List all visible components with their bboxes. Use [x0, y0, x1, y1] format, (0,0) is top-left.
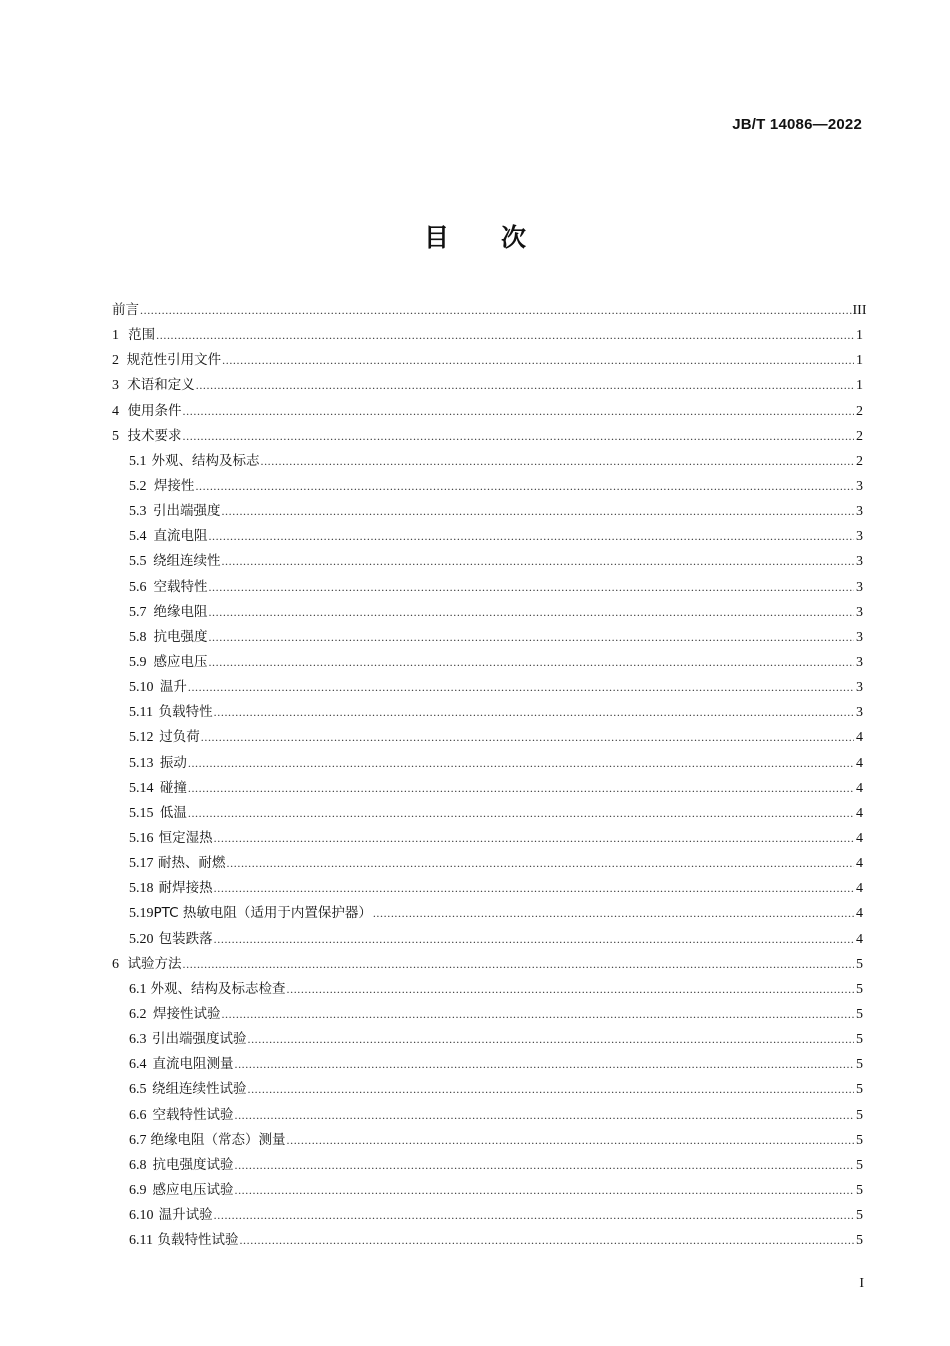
- toc-list: [112, 298, 867, 1253]
- toc-entry-page: III: [852, 303, 867, 318]
- toc-dot-leader: [234, 1052, 854, 1077]
- toc-entry[interactable]: [112, 549, 863, 574]
- toc-entry-label: 引出端强度: [152, 503, 221, 520]
- toc-entry-number: 5.6: [129, 579, 147, 595]
- toc-entry-number: 5.12: [129, 730, 154, 746]
- toc-dot-leader: [140, 298, 852, 323]
- toc-entry-page: 2: [856, 403, 863, 419]
- toc-dot-leader: [183, 424, 854, 449]
- toc-dot-leader: [208, 625, 854, 650]
- toc-entry[interactable]: [112, 373, 863, 398]
- toc-entry-page: 5: [856, 1157, 863, 1173]
- toc-dot-leader: [183, 399, 854, 424]
- toc-dot-leader: [214, 1203, 854, 1228]
- toc-dot-leader: [208, 600, 854, 625]
- toc-entry-page: 5: [856, 1182, 863, 1198]
- toc-entry-label: 空载特性试验: [152, 1106, 234, 1123]
- toc-entry-number: 6.4: [129, 1057, 147, 1073]
- toc-dot-leader: [208, 650, 854, 675]
- toc-entry-number: 5.16: [129, 830, 154, 846]
- toc-entry[interactable]: [112, 298, 867, 323]
- toc-dot-leader: [373, 901, 854, 926]
- toc-entry-label: 低温: [159, 804, 187, 821]
- toc-entry-label: 负载特性: [158, 704, 213, 721]
- toc-entry[interactable]: [112, 675, 863, 700]
- toc-entry-label: 引出端强度试验: [151, 1031, 247, 1048]
- toc-entry[interactable]: [112, 901, 863, 926]
- toc-entry[interactable]: [112, 600, 863, 625]
- toc-entry[interactable]: [112, 575, 863, 600]
- toc-entry[interactable]: [112, 751, 863, 776]
- toc-entry-label: 范围: [128, 327, 156, 344]
- toc-entry-page: 3: [856, 629, 863, 645]
- toc-entry-page: 5: [856, 1107, 863, 1123]
- toc-entry-label: 绝缘电阻（常态）测量: [150, 1131, 286, 1148]
- toc-entry-number: 6.2: [129, 1006, 147, 1022]
- toc-entry[interactable]: [112, 927, 863, 952]
- toc-dot-leader: [287, 977, 855, 1002]
- toc-entry-number: 5.7: [129, 604, 147, 620]
- toc-entry-number: 6.9: [129, 1182, 147, 1198]
- toc-entry-number: 6.1: [129, 981, 147, 997]
- toc-entry-page: 4: [856, 805, 863, 821]
- toc-entry-number: 3: [112, 378, 119, 394]
- toc-entry-label: 术语和定义: [127, 377, 195, 394]
- toc-entry-page: 3: [856, 680, 863, 696]
- toc-entry-number: 2: [112, 353, 119, 369]
- toc-dot-leader: [227, 851, 854, 876]
- toc-entry-label: 包装跌落: [158, 930, 213, 947]
- toc-entry-label: 试验方法: [127, 955, 182, 972]
- toc-entry-label: 温升: [159, 679, 187, 696]
- toc-entry-label: 直流电阻: [153, 528, 208, 545]
- toc-entry-number: 1: [112, 328, 119, 344]
- toc-dot-leader: [247, 1027, 854, 1052]
- toc-entry[interactable]: [112, 1103, 863, 1128]
- toc-dot-leader: [208, 575, 854, 600]
- toc-entry-number: 5.10: [129, 680, 154, 696]
- toc-entry-page: 4: [856, 881, 863, 897]
- toc-entry-label: 抗电强度试验: [152, 1156, 234, 1173]
- toc-entry-number: 6.7: [129, 1132, 147, 1148]
- toc-dot-leader: [188, 675, 854, 700]
- toc-dot-leader: [188, 776, 854, 801]
- toc-dot-leader: [214, 876, 854, 901]
- toc-entry-number: 5.14: [129, 780, 154, 796]
- toc-entry-label: 耐热、耐燃: [158, 855, 226, 872]
- toc-dot-leader: [214, 927, 854, 952]
- toc-entry-number: 5.18: [129, 881, 154, 897]
- toc-entry-number: 4: [112, 403, 119, 419]
- toc-entry[interactable]: [112, 625, 863, 650]
- toc-entry[interactable]: [112, 499, 863, 524]
- toc-entry-page: 4: [856, 730, 863, 746]
- toc-entry-page: 5: [856, 981, 863, 997]
- toc-entry-number: 5.4: [129, 529, 147, 545]
- toc-entry-number: 6.11: [129, 1233, 153, 1249]
- toc-dot-leader: [183, 952, 854, 977]
- toc-dot-leader: [221, 499, 854, 524]
- toc-entry[interactable]: [112, 1002, 863, 1027]
- toc-dot-leader: [208, 524, 854, 549]
- toc-entry-number: 5.9: [129, 654, 147, 670]
- toc-entry[interactable]: [112, 323, 863, 348]
- toc-entry[interactable]: [112, 1027, 863, 1052]
- toc-entry[interactable]: [112, 399, 863, 424]
- toc-entry[interactable]: [112, 1178, 863, 1203]
- toc-entry-page: 2: [856, 453, 863, 469]
- toc-title-part2: 次: [501, 223, 527, 252]
- toc-entry-page: 4: [856, 755, 863, 771]
- toc-entry-page: 5: [856, 1132, 863, 1148]
- toc-dot-leader: [247, 1077, 854, 1102]
- toc-entry-page: 4: [856, 780, 863, 796]
- toc-entry-label: 感应电压试验: [152, 1181, 234, 1198]
- toc-entry-page: 4: [856, 830, 863, 846]
- toc-entry-page: 5: [856, 1233, 863, 1249]
- toc-entry[interactable]: [112, 700, 863, 725]
- toc-entry-number: 6.6: [129, 1107, 147, 1123]
- toc-entry-page: 1: [856, 353, 863, 369]
- toc-dot-leader: [221, 549, 854, 574]
- toc-entry[interactable]: [112, 1052, 863, 1077]
- toc-entry[interactable]: [112, 977, 863, 1002]
- toc-title-part1: 目: [423, 223, 449, 252]
- toc-dot-leader: [201, 725, 854, 750]
- toc-entry-number: 5.2: [129, 478, 147, 494]
- toc-entry-label: 碰撞: [159, 779, 187, 796]
- toc-entry[interactable]: [112, 650, 863, 675]
- toc-entry-number: 5.15: [129, 805, 154, 821]
- toc-entry-page: 2: [856, 428, 863, 444]
- toc-entry-page: 3: [856, 654, 863, 670]
- toc-dot-leader: [234, 1153, 854, 1178]
- toc-entry[interactable]: [112, 776, 863, 801]
- toc-dot-leader: [239, 1228, 854, 1253]
- toc-entry[interactable]: [112, 424, 863, 449]
- toc-entry-label: 负载特性试验: [157, 1232, 239, 1249]
- toc-entry-label: 使用条件: [127, 402, 182, 419]
- toc-entry[interactable]: [112, 1153, 863, 1178]
- toc-entry-label: 外观、结构及标志检查: [150, 980, 286, 997]
- toc-dot-leader: [234, 1178, 854, 1203]
- toc-entry-number: 5.17: [129, 856, 154, 872]
- toc-entry-number: 5: [112, 428, 119, 444]
- toc-entry-page: 5: [856, 1208, 863, 1224]
- toc-entry-label: 恒定湿热: [158, 829, 213, 846]
- toc-entry-label: 温升试验: [158, 1207, 213, 1224]
- toc-entry-number: 6: [112, 956, 119, 972]
- toc-entry-page: 3: [856, 579, 863, 595]
- toc-entry-page: 3: [856, 529, 863, 545]
- toc-entry[interactable]: [112, 725, 863, 750]
- toc-entry-number: 5.3: [129, 504, 147, 520]
- toc-entry-number: 6.3: [129, 1032, 147, 1048]
- toc-entry-page: 3: [856, 478, 863, 494]
- toc-dot-leader: [287, 1128, 855, 1153]
- toc-entry-label: 空载特性: [153, 578, 208, 595]
- toc-dot-leader: [260, 449, 854, 474]
- toc-entry-label: 振动: [159, 754, 187, 771]
- toc-entry[interactable]: [112, 1203, 863, 1228]
- toc-entry[interactable]: [112, 1228, 863, 1253]
- toc-entry-number: 6.10: [129, 1208, 154, 1224]
- toc-entry[interactable]: [112, 826, 863, 851]
- toc-entry[interactable]: [112, 876, 863, 901]
- toc-entry-page: 4: [856, 856, 863, 872]
- toc-entry-page: 4: [856, 931, 863, 947]
- toc-entry-label: 技术要求: [127, 427, 182, 444]
- toc-entry-label: 感应电压: [153, 653, 208, 670]
- toc-entry[interactable]: [112, 952, 863, 977]
- toc-entry-label: 焊接性: [153, 477, 195, 494]
- toc-entry[interactable]: [112, 348, 863, 373]
- toc-entry[interactable]: [112, 524, 863, 549]
- toc-entry-label: 绕组连续性试验: [151, 1081, 247, 1098]
- toc-entry-page: 1: [856, 378, 863, 394]
- toc-entry-page: 3: [856, 554, 863, 570]
- toc-entry-number: 5.13: [129, 755, 154, 771]
- toc-entry-number: 6.8: [129, 1157, 147, 1173]
- toc-title: [0, 218, 950, 254]
- toc-dot-leader: [214, 700, 854, 725]
- toc-entry-number: 5.11: [129, 705, 153, 721]
- toc-entry-number: 5.5: [129, 554, 147, 570]
- toc-entry[interactable]: [112, 474, 863, 499]
- toc-entry-page: 5: [856, 1057, 863, 1073]
- toc-dot-leader: [156, 323, 854, 348]
- toc-entry-number: 5.19: [129, 906, 154, 922]
- toc-dot-leader: [221, 1002, 854, 1027]
- toc-entry-page: 3: [856, 504, 863, 520]
- toc-entry[interactable]: [112, 851, 863, 876]
- toc-dot-leader: [222, 348, 854, 373]
- toc-entry-label: 前言: [112, 302, 139, 318]
- toc-dot-leader: [214, 826, 854, 851]
- toc-entry-label: 抗电强度: [153, 628, 208, 645]
- toc-entry-label: 规范性引用文件: [126, 352, 222, 369]
- toc-entry-number: 5.8: [129, 629, 147, 645]
- toc-entry[interactable]: [112, 801, 863, 826]
- toc-entry-page: 3: [856, 604, 863, 620]
- page-number: I: [859, 1276, 864, 1291]
- toc-entry-page: 5: [856, 1082, 863, 1098]
- toc-entry-page: 1: [856, 328, 863, 344]
- toc-entry-number: 5.20: [129, 931, 154, 947]
- toc-entry-label: 绕组连续性: [152, 553, 221, 570]
- toc-entry-label: 绝缘电阻: [153, 603, 208, 620]
- toc-entry-label: 焊接性试验: [152, 1005, 221, 1022]
- toc-entry-label: 外观、结构及标志: [151, 452, 260, 469]
- toc-dot-leader: [195, 474, 854, 499]
- toc-entry-page: 5: [856, 1032, 863, 1048]
- toc-entry[interactable]: [112, 1077, 863, 1102]
- toc-dot-leader: [234, 1103, 854, 1128]
- toc-entry-page: 5: [856, 1006, 863, 1022]
- toc-entry[interactable]: [112, 1128, 863, 1153]
- toc-entry-number: 5.1: [129, 453, 147, 469]
- toc-entry-label: 直流电阻测量: [152, 1056, 234, 1073]
- toc-dot-leader: [196, 373, 854, 398]
- toc-dot-leader: [188, 751, 854, 776]
- toc-entry-label: PTC 热敏电阻（适用于内置保护器）: [153, 905, 372, 922]
- standard-code: JB/T 14086—2022: [732, 116, 862, 133]
- toc-entry-label: 耐焊接热: [158, 880, 213, 897]
- toc-dot-leader: [188, 801, 854, 826]
- toc-entry-label: 过负荷: [159, 729, 200, 746]
- toc-entry-page: 5: [856, 956, 863, 972]
- toc-entry-page: 4: [856, 906, 863, 922]
- toc-entry[interactable]: [112, 449, 863, 474]
- toc-entry-number: 6.5: [129, 1082, 147, 1098]
- toc-entry-page: 3: [856, 705, 863, 721]
